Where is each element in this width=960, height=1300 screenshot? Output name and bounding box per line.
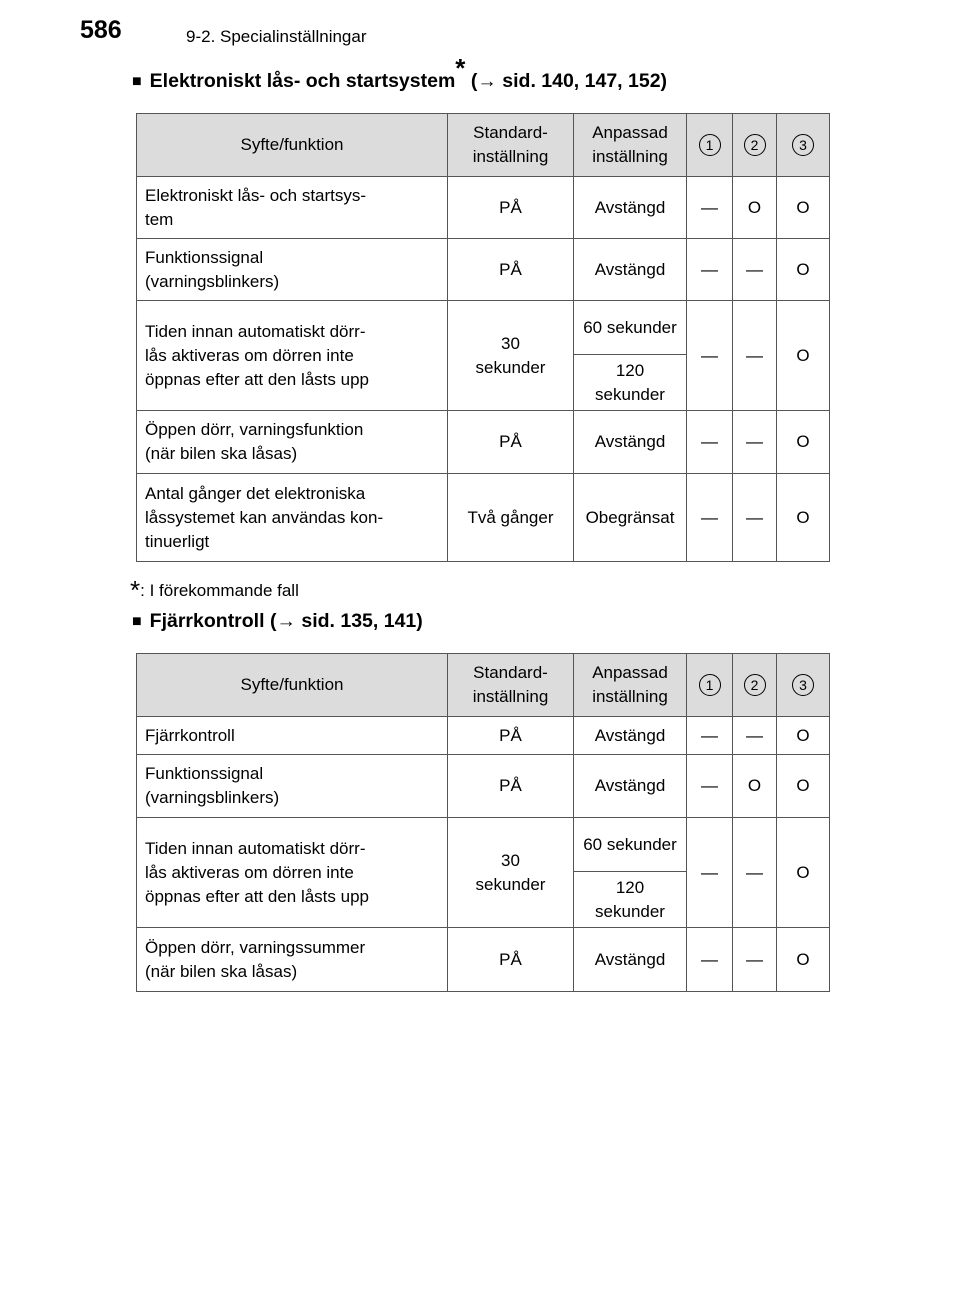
row-mode-1: — [687, 301, 733, 411]
row-custom: Avstängd [574, 239, 687, 301]
header-mode-3 [777, 114, 830, 177]
square-bullet-icon: ■ [132, 73, 142, 90]
row-mode-2: — [733, 239, 777, 301]
row-mode-1: — [687, 717, 733, 755]
row-description: Funktionssignal (varningsblinkers) [137, 239, 448, 301]
page-number: 586 [80, 16, 122, 44]
row-mode-3: O [777, 474, 830, 562]
row-mode-3: O [777, 239, 830, 301]
page-reference-link[interactable]: sid. 140, 147, 152) [502, 70, 668, 92]
row-mode-3: O [777, 411, 830, 474]
row-standard: 30 sekunder [448, 301, 574, 411]
row-custom: Avstängd [574, 928, 687, 992]
table-row [137, 474, 830, 562]
square-bullet-icon: ■ [132, 613, 142, 630]
arrow-icon: → [477, 70, 497, 92]
row-standard: PÅ [448, 177, 574, 239]
table-row [137, 717, 830, 755]
row-mode-1: — [687, 239, 733, 301]
header-mode-1 [687, 654, 733, 717]
heading-remote-control [132, 610, 423, 633]
row-description: Antal gånger det elektroniska låssystemet kan användas kon- tinuerligt [137, 474, 448, 562]
row-mode-3: O [777, 818, 830, 928]
page-reference-link[interactable]: sid. 135, 141) [301, 610, 423, 632]
header-purpose: Syfte/funktion [137, 114, 448, 177]
row-custom: Avstängd [574, 411, 687, 474]
table-row [137, 411, 830, 474]
row-custom-option-a: 60 sekunder [574, 818, 687, 872]
circled-1-icon: 1 [699, 674, 721, 696]
row-description: Öppen dörr, varningsfunktion (när bilen ska låsas) [137, 411, 448, 474]
circled-2-icon: 2 [744, 134, 766, 156]
row-description: Elektroniskt lås- och startsys- tem [137, 177, 448, 239]
header-mode-1 [687, 114, 733, 177]
row-mode-2: O [733, 177, 777, 239]
row-mode-1: — [687, 755, 733, 818]
row-mode-1: — [687, 411, 733, 474]
row-mode-2: — [733, 301, 777, 411]
circled-1-icon: 1 [699, 134, 721, 156]
table-header-row [137, 114, 830, 177]
circled-3-icon: 3 [792, 674, 814, 696]
header-mode-2 [733, 654, 777, 717]
circled-3-icon: 3 [792, 134, 814, 156]
row-custom: Avstängd [574, 717, 687, 755]
row-mode-3: O [777, 928, 830, 992]
heading-title: Elektroniskt lås- och startsystem [149, 70, 456, 92]
table-row [137, 755, 830, 818]
row-standard: PÅ [448, 239, 574, 301]
table-row [137, 239, 830, 301]
row-custom-option-b: 120 sekunder [574, 355, 687, 411]
row-mode-1: — [687, 928, 733, 992]
row-custom-option-b: 120 sekunder [574, 872, 687, 928]
footnote-text: : I förekommande fall [140, 581, 299, 600]
header-mode-2 [733, 114, 777, 177]
header-purpose: Syfte/funktion [137, 654, 448, 717]
section-header: 9-2. Specialinställningar [186, 27, 367, 46]
row-standard: 30 sekunder [448, 818, 574, 928]
table-header-row [137, 654, 830, 717]
circled-2-icon: 2 [744, 674, 766, 696]
row-mode-3: O [777, 301, 830, 411]
row-mode-3: O [777, 717, 830, 755]
row-standard: PÅ [448, 755, 574, 818]
heading-title: Fjärrkontroll ( [149, 610, 277, 632]
row-description: Fjärrkontroll [137, 717, 448, 755]
header-custom: Anpassad inställning [574, 654, 687, 717]
arrow-icon: → [276, 610, 296, 632]
heading-electronic-lock [132, 52, 668, 93]
row-mode-3: O [777, 177, 830, 239]
row-standard: PÅ [448, 928, 574, 992]
header-custom: Anpassad inställning [574, 114, 687, 177]
table-row [137, 928, 830, 992]
row-mode-1: — [687, 818, 733, 928]
table-row [137, 177, 830, 239]
row-mode-2: — [733, 818, 777, 928]
row-custom: Avstängd [574, 755, 687, 818]
row-custom-option-a: 60 sekunder [574, 301, 687, 355]
row-standard: PÅ [448, 717, 574, 755]
row-description: Tiden innan automatiskt dörr- lås aktiveras om dörren inte öppnas efter att den låsts upp [137, 818, 448, 928]
row-standard: PÅ [448, 411, 574, 474]
row-standard: Två gånger [448, 474, 574, 562]
row-description: Funktionssignal (varningsblinkers) [137, 755, 448, 818]
heading-paren: ( [470, 70, 478, 92]
row-description: Öppen dörr, varningssummer (när bilen ska låsas) [137, 928, 448, 992]
header-standard: Standard- inställning [448, 654, 574, 717]
asterisk-mark: * [455, 52, 466, 83]
table-row [137, 818, 830, 872]
header-standard: Standard- inställning [448, 114, 574, 177]
header-mode-3 [777, 654, 830, 717]
row-mode-2: — [733, 928, 777, 992]
row-mode-2: — [733, 474, 777, 562]
row-mode-2: — [733, 411, 777, 474]
settings-table-remote-control [136, 653, 830, 992]
row-custom: Obegränsat [574, 474, 687, 562]
row-mode-1: — [687, 474, 733, 562]
footnote [130, 572, 299, 603]
settings-table-lock-system [136, 113, 830, 562]
row-custom: Avstängd [574, 177, 687, 239]
row-description: Tiden innan automatiskt dörr- lås aktiveras om dörren inte öppnas efter att den låsts upp [137, 301, 448, 411]
row-mode-1: — [687, 177, 733, 239]
table-row [137, 301, 830, 355]
row-mode-3: O [777, 755, 830, 818]
row-mode-2: — [733, 717, 777, 755]
row-mode-2: O [733, 755, 777, 818]
footnote-asterisk: * [130, 575, 141, 605]
